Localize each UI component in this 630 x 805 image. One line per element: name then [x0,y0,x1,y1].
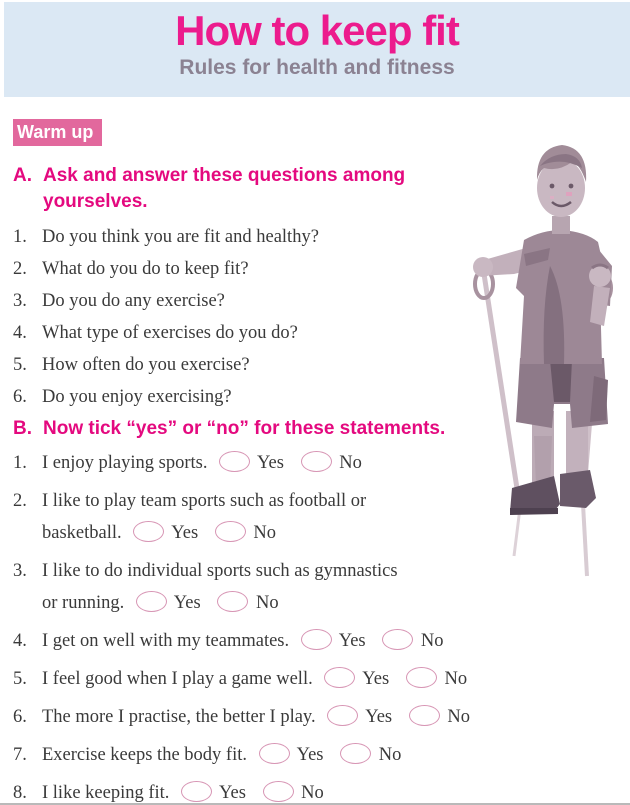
yes-label: Yes [257,453,284,473]
page-title: How to keep fit [175,7,459,54]
header-banner [4,2,630,97]
content-area [0,97,630,805]
no-label: No [255,593,279,613]
section-a-letter: A. [13,165,32,186]
statement-item [13,485,553,549]
question-text: Do you do any exercise? [42,291,225,311]
page-subtitle: Rules for health and fitness [179,56,455,79]
question-number: 1. [13,227,27,247]
statement-text: I like to play team sports such as football or [42,491,367,511]
statement-item [13,625,553,657]
no-label: No [420,631,444,651]
statement-item [13,663,553,695]
no-label: No [339,453,362,473]
statement-item [13,555,553,619]
statement-list [13,447,553,805]
statement-item [13,701,553,733]
no-checkbox[interactable] [301,451,332,472]
yes-label: Yes [296,745,324,765]
section-a-heading [13,163,473,215]
no-label: No [253,523,277,543]
statement-item [13,777,553,805]
question-text: Do you enjoy exercising? [42,387,232,407]
question-number: 5. [13,355,27,375]
statement-text: I like to do individual sports such as gymnastics [42,561,398,581]
statement-body [42,447,553,479]
statement-number: 3. [13,561,27,581]
yes-checkbox[interactable] [136,591,167,612]
statement-text-continued: or running. [42,593,125,613]
question-text: What type of exercises do you do? [42,323,298,343]
question-item [13,349,463,381]
yes-checkbox[interactable] [181,781,212,802]
yes-label: Yes [338,631,366,651]
section-b-letter: B. [13,418,32,439]
section-a-line2: yourselves. [43,191,148,212]
statement-number: 4. [13,631,27,651]
no-checkbox[interactable] [340,743,371,764]
statement-item [13,447,553,479]
statement-body [42,739,553,771]
section-a-text [43,163,405,215]
statement-body [42,555,553,619]
question-number: 3. [13,291,27,311]
statement-body [42,701,553,733]
section-a-line1: Ask and answer these questions among [43,165,406,186]
yes-label: Yes [362,669,390,689]
question-text: Do you think you are fit and healthy? [42,227,319,247]
no-checkbox[interactable] [263,781,294,802]
question-item [13,221,463,253]
yes-label: Yes [173,593,201,613]
question-item [13,253,463,285]
question-text: How often do you exercise? [42,355,250,375]
statement-body [42,625,553,657]
yes-checkbox[interactable] [327,705,358,726]
statement-body [42,485,553,549]
yes-checkbox[interactable] [301,629,332,650]
yes-checkbox[interactable] [219,451,250,472]
no-checkbox[interactable] [215,521,246,542]
no-checkbox[interactable] [406,667,437,688]
question-text: What do you do to keep fit? [42,259,249,279]
no-label: No [378,745,402,765]
statement-number: 1. [13,453,27,473]
section-b-heading [13,416,533,442]
yes-label: Yes [218,783,246,803]
statement-number: 2. [13,491,27,511]
yes-checkbox[interactable] [324,667,355,688]
no-checkbox[interactable] [382,629,413,650]
no-checkbox[interactable] [217,591,248,612]
statement-number: 5. [13,669,27,689]
statement-text-continued: basketball. [42,523,122,543]
statement-text: Exercise keeps the body fit. [42,745,247,765]
question-item [13,285,463,317]
question-number: 6. [13,387,27,407]
statement-text: I feel good when I play a game well. [42,669,313,689]
no-label: No [301,783,324,803]
statement-number: 7. [13,745,27,765]
question-list [13,221,463,413]
statement-item [13,739,553,771]
section-b-text: Now tick “yes” or “no” for these statements. [43,418,446,439]
no-label: No [444,669,468,689]
question-number: 4. [13,323,27,343]
question-number: 2. [13,259,27,279]
statement-number: 6. [13,707,27,727]
yes-label: Yes [365,707,393,727]
question-item [13,317,463,349]
no-label: No [447,707,470,727]
statement-text: I get on well with my teammates. [42,631,290,651]
no-checkbox[interactable] [409,705,440,726]
statement-body [42,663,553,695]
yes-label: Yes [171,523,199,543]
yes-checkbox[interactable] [259,743,290,764]
yes-checkbox[interactable] [133,521,164,542]
statement-text: I enjoy playing sports. [42,453,208,473]
statement-text: I like keeping fit. [42,783,170,803]
statement-number: 8. [13,783,27,803]
statement-body [42,777,553,805]
warm-up-chip: Warm up [13,119,102,146]
question-item [13,381,463,413]
statement-text: The more I practise, the better I play. [42,707,316,727]
